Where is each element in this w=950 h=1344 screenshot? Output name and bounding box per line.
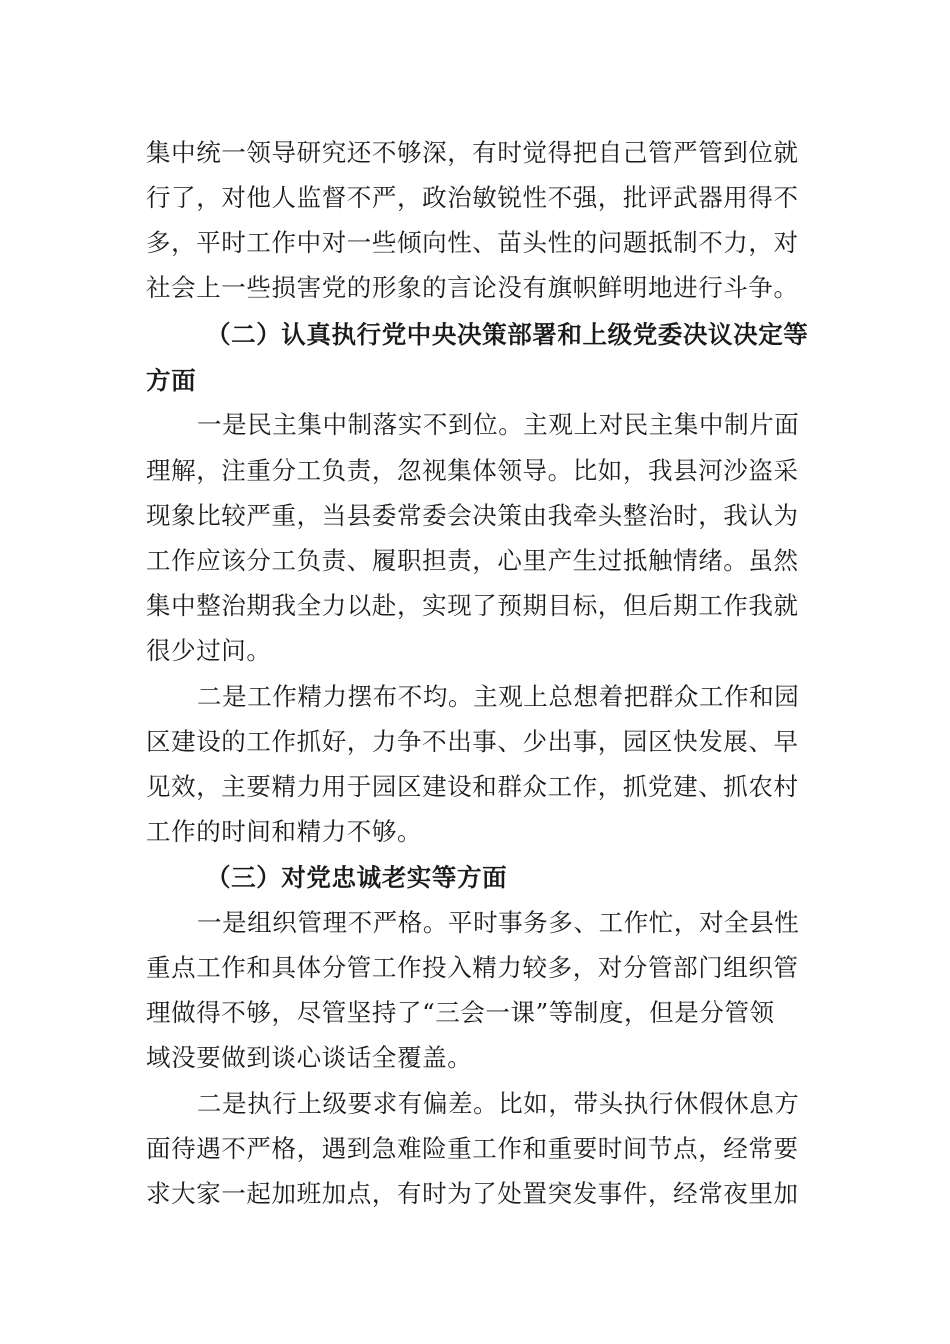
body-text-line: 集中统一领导研究还不够深，有时觉得把自己管严管到位就 (146, 138, 799, 167)
body-text-line: 行了，对他人监督不严，政治敏锐性不强，批评武器用得不 (146, 183, 799, 212)
paragraph-first-line: 二是工作精力摆布不均。主观上总想着把群众工作和园 (197, 682, 800, 711)
body-text-line: 求大家一起加班加点，有时为了处置突发事件，经常夜里加 (146, 1179, 799, 1208)
body-text-line: 工作的时间和精力不够。 (146, 817, 423, 846)
paragraph-first-line: 二是执行上级要求有偏差。比如，带头执行休假休息方 (197, 1089, 800, 1118)
body-text-line: 集中整治期我全力以赴，实现了预期目标，但后期工作我就 (146, 591, 799, 620)
body-text-line: 很少过问。 (146, 636, 272, 665)
body-text-line: 社会上一些损害党的形象的言论没有旗帜鲜明地进行斗争。 (146, 273, 799, 302)
section-heading-2: （二）认真执行党中央决策部署和上级党委决议决定等 (206, 320, 809, 349)
body-text-line: 见效，主要精力用于园区建设和群众工作，抓党建、抓农村 (146, 772, 799, 801)
paragraph-first-line: 一是民主集中制落实不到位。主观上对民主集中制片面 (197, 410, 800, 439)
body-text-line: 工作应该分工负责、履职担责，心里产生过抵触情绪。虽然 (146, 546, 799, 575)
body-text-line: 现象比较严重，当县委常委会决策由我牵头整治时，我认为 (146, 501, 799, 530)
body-text-line: 重点工作和具体分管工作投入精力较多，对分管部门组织管 (146, 953, 799, 982)
body-text-line: 面待遇不严格，遇到急难险重工作和重要时间节点，经常要 (146, 1134, 799, 1163)
section-heading-2-continued: 方面 (146, 366, 197, 395)
body-text-line: 多，平时工作中对一些倾向性、苗头性的问题抵制不力，对 (146, 228, 799, 257)
paragraph-first-line: 一是组织管理不严格。平时事务多、工作忙，对全县性 (197, 908, 800, 937)
body-text-line: 理做得不够，尽管坚持了“三会一课”等制度，但是分管领 (146, 998, 775, 1027)
body-text-line: 理解，注重分工负责，忽视集体领导。比如，我县河沙盗采 (146, 456, 799, 485)
body-text-line: 域没要做到谈心谈话全覆盖。 (146, 1043, 473, 1072)
body-text-line: 区建设的工作抓好，力争不出事、少出事，园区快发展、早 (146, 727, 799, 756)
section-heading-3: （三）对党忠诚老实等方面 (206, 863, 508, 892)
